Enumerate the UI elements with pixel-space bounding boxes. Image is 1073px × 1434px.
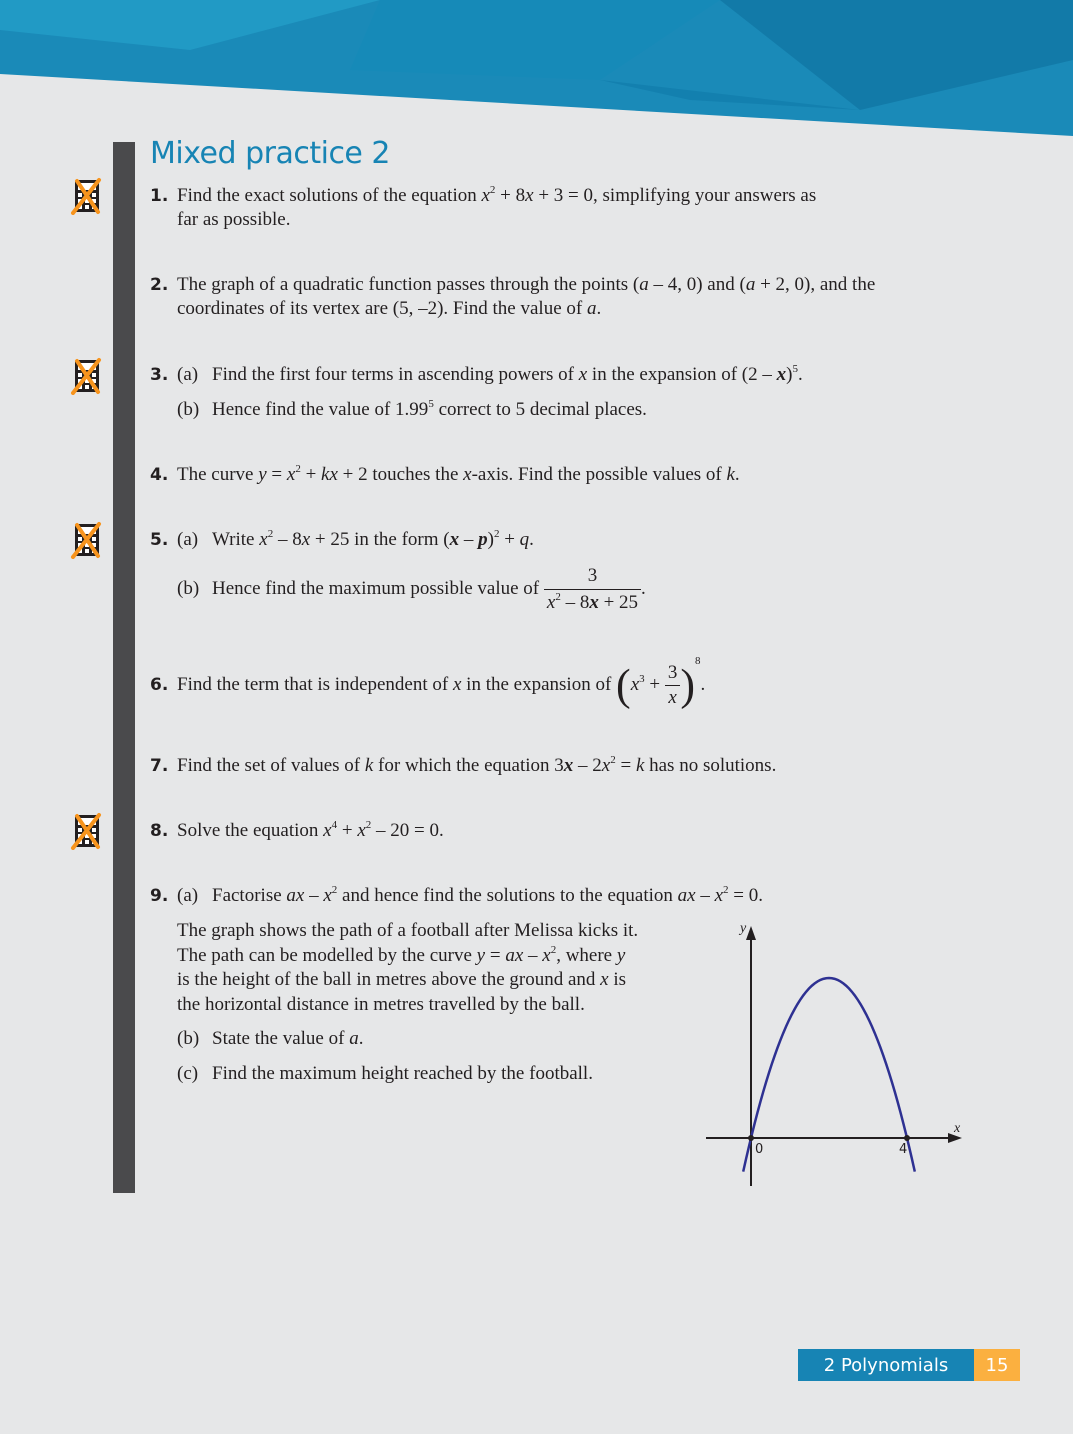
- question-text: The curve $y = x^2$ + kx + 2 touches the x-axis. Find the possible values of k.: [177, 463, 740, 485]
- question-number: 1.: [150, 186, 169, 206]
- y-axis-label: y: [740, 921, 747, 936]
- question-number: 3.: [150, 365, 169, 385]
- football-path-graph: [700, 918, 970, 1193]
- question-text: Solve the equation $x^4 + x^2 - 20 = 0$.: [177, 819, 444, 841]
- question-part-b: (b) Hence find the maximum possible value of $\frac{3}{x^2 - 8x + 25}$ .: [177, 565, 646, 614]
- right-paren: ): [680, 660, 695, 710]
- fraction: $\frac{3}{x}$: [665, 662, 681, 709]
- question-number: 2.: [150, 275, 169, 295]
- question-number: 7.: [150, 756, 169, 776]
- question-text: [177, 363, 947, 422]
- no-calculator-icon: [70, 357, 104, 395]
- left-paren: (: [616, 660, 631, 710]
- footer: [798, 1349, 1020, 1381]
- question-number: 6.: [150, 675, 169, 695]
- question-part-a: (a) Factorise ax – $x^2$ and hence find the solutions to the equation ax – $x^2 = 0$.: [177, 884, 763, 906]
- question-part-b: (b) State the value of a.: [177, 1028, 364, 1049]
- trajectory-curve: [743, 978, 915, 1172]
- fraction: $\frac{3}{x^2 - 8x + 25}$: [544, 564, 641, 615]
- question-number: 8.: [150, 821, 169, 841]
- question-text: Find the exact solutions of the equation $x^2 + 8x + 3 = 0$, simplifying your answers as far as possible.: [177, 184, 817, 230]
- no-calculator-icon: [70, 812, 104, 850]
- question-number: 4.: [150, 465, 169, 485]
- no-calculator-icon: [70, 521, 104, 559]
- intercept-point: [904, 1135, 910, 1141]
- intercept-point: [748, 1135, 754, 1141]
- question-part-c: (c) Find the maximum height reached by the football.: [177, 1063, 593, 1084]
- question-number: 5.: [150, 530, 169, 550]
- page-title: Mixed practice 2: [150, 136, 391, 171]
- side-bar: [113, 142, 135, 1193]
- page-number: 15: [974, 1349, 1020, 1381]
- question-text: The graph of a quadratic function passes through the points (a – 4, 0) and (a + 2, 0), and the coordinates of its vertex are (5, –2). Find the value of a.: [177, 274, 876, 319]
- x-tick-label: 0: [755, 1142, 764, 1157]
- x-axis-label: x: [954, 1121, 961, 1136]
- no-calculator-icon: [70, 177, 104, 215]
- y-axis-arrow: [746, 926, 756, 940]
- chapter-label: 2 Polynomials: [798, 1349, 974, 1381]
- question-context: The graph shows the path of a football after Melissa kicks it. The path can be modelled by the curve y = ax – $x^2$, where y is the height of the ball in metres above the ground and x is the horizontal distance in metres travelled by the ball.: [177, 920, 639, 1015]
- question-part-b: (b) Hence find the value of 1.99$^5$ correct to 5 decimal places.: [177, 398, 647, 420]
- header-banner: [0, 0, 1073, 140]
- question-text: Find the term that is independent of x in the expansion of ($x^3$ + $\frac{3}{x}$ )$^8$.: [177, 655, 706, 710]
- question-number: 9.: [150, 886, 169, 906]
- question-part-a: (a) Write $x^2 - 8x + 25$ in the form (x – p)$^2$ + q.: [177, 528, 534, 550]
- question-part-a: (a) Find the first four terms in ascending powers of x in the expansion of (2 – x)$^5$.: [177, 363, 803, 385]
- question-text: Find the set of values of k for which the equation $3x - 2x^2 = k$ has no solutions.: [177, 754, 777, 776]
- question-text: [177, 528, 947, 618]
- x-tick-label: 4: [899, 1142, 908, 1157]
